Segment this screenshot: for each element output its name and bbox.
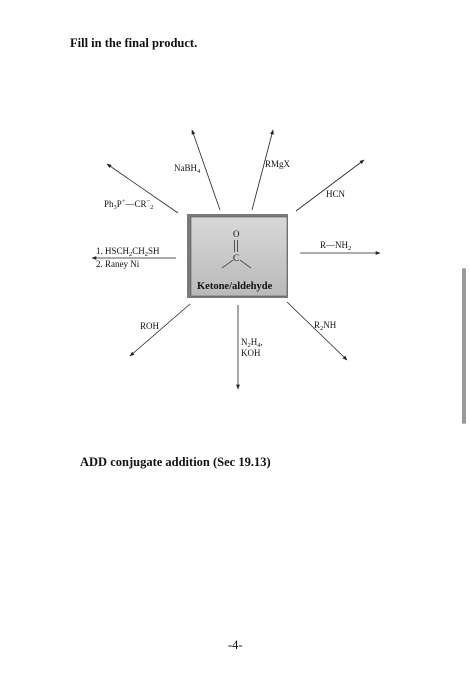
reagent-nabh4: NaBH$_4$: [174, 163, 201, 175]
reagent-thioacetal-line2: 2. Raney Ni: [96, 259, 140, 269]
reagent-hydrazine-line2: KOH: [241, 348, 261, 358]
reagent-hydrazine-line1: $N_2H_4$,: [241, 337, 263, 349]
box-label: Ketone/aldehyde: [197, 281, 273, 292]
arrow-hcn: [296, 160, 364, 211]
page-number: -4-: [228, 638, 243, 652]
arrow-amine-secondary: [287, 302, 347, 360]
conjugate-addition-note: ADD conjugate addition (Sec 19.13): [80, 455, 271, 469]
reagent-hcn: HCN: [326, 189, 346, 199]
reagent-rmgx: RMgX: [265, 159, 291, 169]
reagent-wittig: $Ph_3P^+—CR^-_2$: [104, 198, 154, 211]
page-heading: Fill in the final product.: [70, 36, 198, 50]
arrow-roh: [130, 304, 190, 356]
ketone-aldehyde-box: [187, 214, 288, 298]
scrollbar-thumb[interactable]: [462, 268, 466, 424]
arrow-rmgx: [252, 130, 273, 210]
carbonyl-oxygen: O: [233, 229, 240, 239]
reagent-amine-secondary: $R_2NH$: [314, 320, 337, 332]
reagent-amine-primary: $R—NH_2$: [320, 240, 352, 252]
reagent-thioacetal-line1: 1. $HSCH_2CH_2SH$: [96, 246, 160, 258]
carbonyl-carbon: C: [233, 253, 240, 263]
reagent-roh: ROH: [140, 321, 160, 331]
